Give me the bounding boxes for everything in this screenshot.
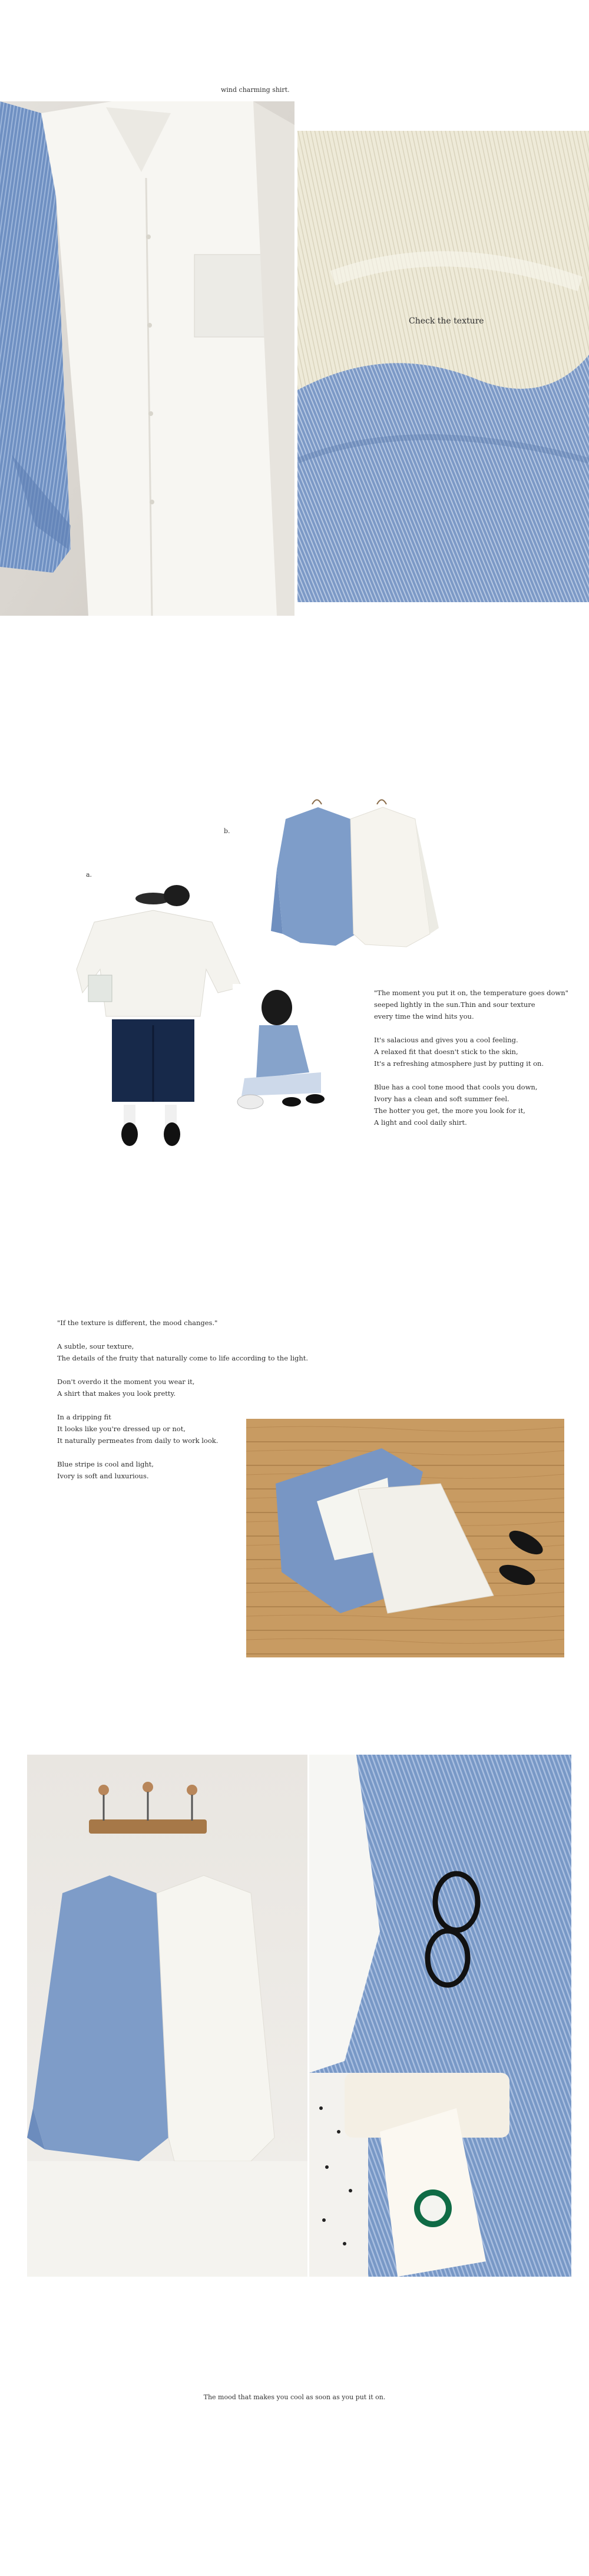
paragraph — [374, 1081, 574, 1128]
photo-hooks-shirts — [27, 1755, 307, 2277]
text-line: It looks like you're dressed up or not, — [57, 1425, 186, 1433]
paragraph — [57, 1340, 309, 1364]
text-line: A shirt that makes you look pretty. — [57, 1389, 176, 1398]
label-b: b. — [224, 827, 230, 835]
photo-closeup-glasses-cup — [309, 1755, 571, 2277]
text-line: Ivory has a clean and soft summer feel. — [374, 1095, 509, 1103]
caption-check-texture: Check the texture — [409, 316, 484, 326]
text-line: Blue stripe is cool and light, — [57, 1460, 154, 1468]
photo-two-shirts-flat — [271, 792, 442, 952]
photo-outfit-flatlay — [71, 881, 247, 1152]
text-line: The details of the fruity that naturally come to life according to the light. — [57, 1354, 309, 1362]
text-line: "The moment you put it on, the temperature goes down" — [374, 989, 568, 997]
paragraph — [57, 1411, 269, 1446]
text-line: The hotter you get, the more you look for it, — [374, 1107, 525, 1115]
description-block-1 — [374, 987, 574, 1140]
footer-caption: The mood that makes you cool as soon as you put it on. — [203, 2393, 386, 2401]
text-line: Don't overdo it the moment you wear it, — [57, 1378, 195, 1386]
photo-sitting-person — [233, 984, 333, 1125]
photo-shirts-hanging — [0, 101, 294, 616]
text-line: It's a refreshing atmosphere just by putting it on. — [374, 1059, 544, 1068]
paragraph — [374, 1034, 574, 1069]
text-line: "If the texture is different, the mood changes." — [57, 1319, 218, 1327]
text-line: seeped lightly in the sun.Thin and sour texture — [374, 1000, 535, 1009]
text-line: every time the wind hits you. — [374, 1012, 474, 1021]
text-line: It naturally permeates from daily to work look. — [57, 1436, 219, 1445]
paragraph — [57, 1458, 269, 1482]
photo-fabric-texture — [297, 131, 589, 602]
label-a: a. — [86, 871, 92, 879]
text-line: In a dripping fit — [57, 1413, 111, 1421]
text-line: A subtle, sour texture, — [57, 1342, 134, 1350]
paragraph — [374, 987, 574, 1022]
paragraph — [57, 1376, 269, 1399]
photo-floor-flatlay — [246, 1419, 564, 1657]
text-line: Ivory is soft and luxurious. — [57, 1472, 149, 1480]
text-line: Blue has a cool tone mood that cools you down, — [374, 1083, 538, 1091]
description-block-2 — [57, 1317, 309, 1494]
text-line: It's salacious and gives you a cool feeling. — [374, 1036, 518, 1044]
paragraph — [57, 1317, 269, 1329]
text-line: A relaxed fit that doesn't stick to the skin, — [374, 1048, 518, 1056]
caption-wind-charming: wind charming shirt. — [221, 86, 290, 94]
text-line: A light and cool daily shirt. — [374, 1118, 467, 1127]
